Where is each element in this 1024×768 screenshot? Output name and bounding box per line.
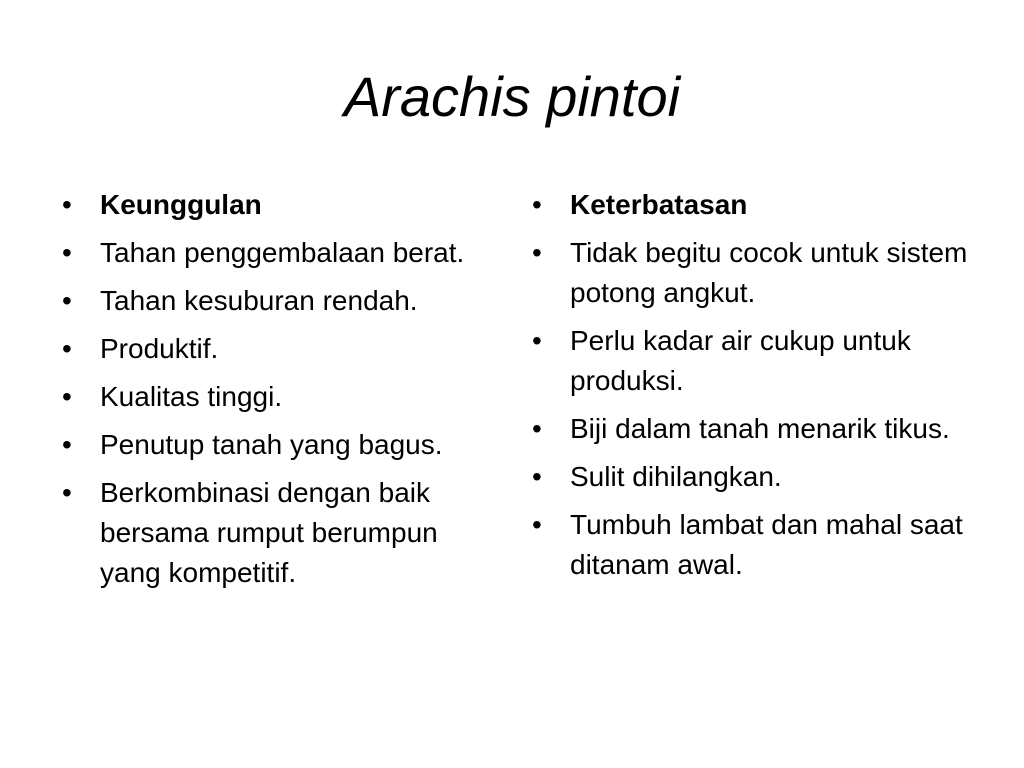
list-item-text: Biji dalam tanah menarik tikus. xyxy=(570,413,950,444)
list-item xyxy=(532,409,972,449)
list-item xyxy=(532,505,972,585)
list-item-text: Tumbuh lambat dan mahal saat ditanam awal. xyxy=(570,509,963,580)
bullet-icon: • xyxy=(532,509,542,540)
list-item xyxy=(62,233,502,273)
bullet-icon: • xyxy=(532,189,542,220)
list-item xyxy=(62,329,502,369)
bullet-icon: • xyxy=(62,429,72,460)
list-item-text: Produktif. xyxy=(100,333,219,364)
bullet-icon: • xyxy=(62,333,72,364)
list-item-text: Berkombinasi dengan baik bersama rumput berumpun yang kompetitif. xyxy=(100,477,438,588)
list-item xyxy=(62,425,502,465)
right-column-heading xyxy=(532,185,972,225)
right-column-list xyxy=(532,185,972,593)
bullet-icon: • xyxy=(62,285,72,316)
bullet-icon: • xyxy=(532,413,542,444)
list-item-text: Tidak begitu cocok untuk sistem potong angkut. xyxy=(570,237,968,308)
bullet-icon: • xyxy=(62,477,72,508)
list-item-text: Tahan penggembalaan berat. xyxy=(100,237,465,268)
left-column-heading xyxy=(62,185,502,225)
bullet-icon: • xyxy=(62,381,72,412)
list-item-text: Kualitas tinggi. xyxy=(100,381,283,412)
right-column-heading-text: Keterbatasan xyxy=(570,189,748,220)
left-column-list xyxy=(62,185,502,601)
list-item xyxy=(532,457,972,497)
slide-title: Arachis pintoi xyxy=(343,65,681,128)
list-item xyxy=(532,233,972,313)
bullet-icon: • xyxy=(532,461,542,492)
bullet-icon: • xyxy=(62,237,72,268)
list-item xyxy=(62,377,502,417)
bullet-icon: • xyxy=(62,189,72,220)
list-item xyxy=(532,321,972,401)
bullet-icon: • xyxy=(532,237,542,268)
list-item xyxy=(62,281,502,321)
list-item-text: Sulit dihilangkan. xyxy=(570,461,782,492)
list-item-text: Tahan kesuburan rendah. xyxy=(100,285,418,316)
list-item xyxy=(62,473,502,593)
bullet-icon: • xyxy=(532,325,542,356)
left-column-heading-text: Keunggulan xyxy=(100,189,262,220)
list-item-text: Perlu kadar air cukup untuk produksi. xyxy=(570,325,911,396)
list-item-text: Penutup tanah yang bagus. xyxy=(100,429,443,460)
